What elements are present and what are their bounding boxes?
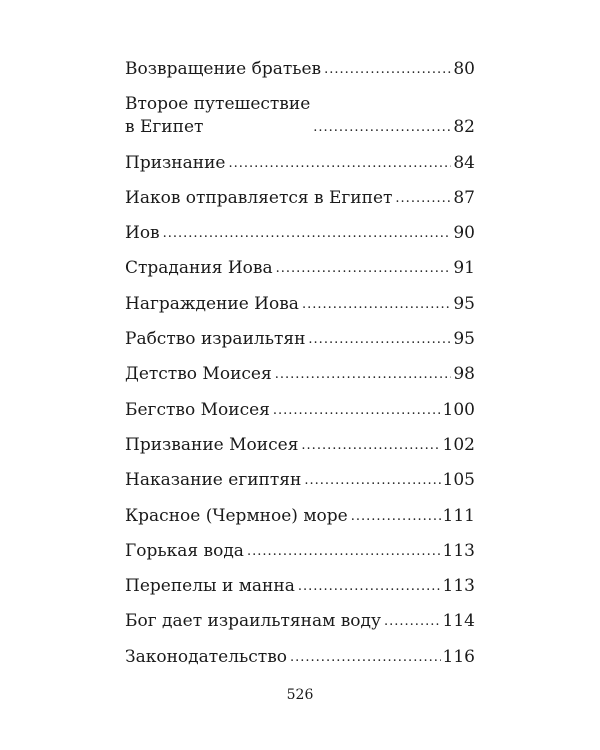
toc-entry: [125, 469, 475, 492]
toc-entry-title: Бог дает израильтянам воду: [125, 611, 382, 632]
dot-leader: [276, 257, 452, 280]
toc-entry: [125, 58, 475, 81]
toc-entry-page: 111: [442, 505, 475, 526]
toc-entry-page: 100: [442, 399, 475, 420]
toc-entry-page: 90: [453, 223, 475, 244]
toc-entry: [125, 187, 475, 210]
dot-leader: [395, 187, 451, 210]
toc-entry: [125, 257, 475, 280]
dot-leader: [302, 293, 451, 316]
toc-entry-page: 113: [442, 576, 475, 597]
toc-entry: [125, 505, 475, 528]
dot-leader: [298, 575, 441, 598]
toc-entry-page: 105: [442, 470, 475, 491]
toc-entry-title: Законодательство: [125, 646, 288, 667]
toc-entry-page: 80: [453, 59, 475, 79]
toc-entry-page: 82: [453, 117, 475, 138]
dot-leader: [324, 58, 451, 81]
dot-leader: [308, 328, 451, 351]
toc-entry-page: 91: [453, 258, 475, 279]
toc-entry-title: Награждение Иова: [125, 293, 299, 314]
toc-entry-page: 84: [453, 152, 475, 173]
toc-entry-page: 114: [442, 611, 475, 632]
toc-entry-page: 95: [453, 293, 475, 314]
toc-entry-page: 95: [453, 329, 475, 350]
page-number: 526: [286, 687, 314, 703]
toc-entry-page: 116: [442, 646, 475, 667]
table-of-contents: [125, 58, 475, 681]
toc-entry-title: Горькая вода: [125, 540, 244, 561]
dot-leader: [247, 540, 441, 563]
dot-leader: [275, 363, 452, 386]
dot-leader: [384, 610, 441, 633]
toc-entry-page: 98: [453, 364, 475, 385]
dot-leader: [273, 399, 441, 422]
toc-entry: [125, 399, 475, 422]
toc-entry: [125, 328, 475, 351]
toc-entry: [125, 293, 475, 316]
toc-entry-page: 113: [442, 540, 475, 561]
toc-entry: [125, 540, 475, 563]
toc-entry-title: Иаков отправляется в Египет: [125, 187, 393, 208]
dot-leader: [304, 469, 440, 492]
dot-leader: [290, 646, 441, 669]
toc-entry-title: Рабство израильтян: [125, 329, 306, 350]
toc-entry-title: Перепелы и манна: [125, 576, 295, 597]
toc-entry-title: Страдания Иова: [125, 258, 273, 279]
toc-entry: [125, 152, 475, 175]
toc-entry-page: 102: [442, 434, 475, 455]
dot-leader: [163, 222, 452, 245]
dot-leader: [351, 505, 441, 528]
toc-entry: [125, 610, 475, 633]
toc-entry-title: Иов: [125, 223, 160, 244]
toc-entry-title: Признание: [125, 152, 226, 173]
toc-entry: [125, 363, 475, 386]
toc-entry-title: Наказание египтян: [125, 470, 302, 491]
toc-entry: [125, 434, 475, 457]
dot-leader: [229, 152, 452, 175]
toc-entry-page: 87: [453, 187, 475, 208]
toc-entry-title: Детство Моисея: [125, 364, 272, 385]
toc-entry: [125, 575, 475, 598]
toc-entry-title: Второе путешествие в Египет: [125, 94, 311, 138]
toc-entry: [125, 93, 475, 139]
toc-entry: [125, 646, 475, 669]
toc-entry-title: Возвращение братьев: [125, 59, 322, 79]
toc-entry: [125, 222, 475, 245]
toc-entry-title: Бегство Моисея: [125, 399, 270, 420]
dot-leader: [301, 434, 440, 457]
dot-leader: [313, 116, 451, 139]
toc-entry-title: Призвание Моисея: [125, 434, 299, 455]
toc-entry-title: Красное (Чермное) море: [125, 505, 348, 526]
